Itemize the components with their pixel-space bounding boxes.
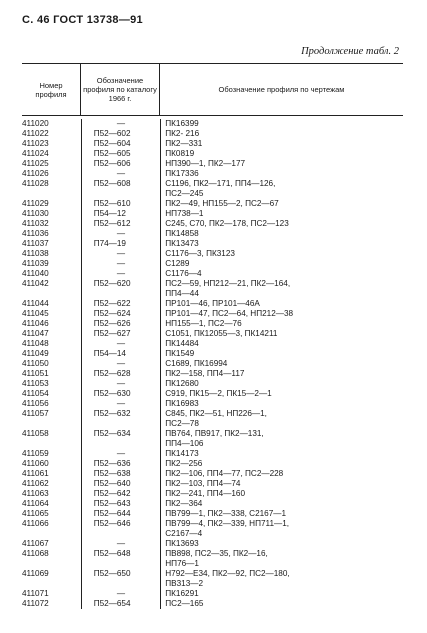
catalog-cell: П52—622 <box>93 299 131 308</box>
drawing-designation-cell: ПК2—49, НП155—2, ПС2—67 <box>165 199 279 208</box>
profile-number-cell-continued <box>22 189 81 199</box>
profile-number-cell-continued <box>22 419 81 429</box>
catalog-cell: — <box>116 339 126 348</box>
column-profile-number <box>22 119 82 609</box>
drawing-designation-cell: С245, С70, ПК2—178, ПС2—123 <box>165 219 289 228</box>
profile-table <box>22 63 403 609</box>
drawing-designation-cell: ПК13473 <box>165 239 199 248</box>
drawing-designation-cell: ПК2—256 <box>165 459 203 468</box>
table-body <box>22 116 403 609</box>
drawing-designation-cell: ПК16983 <box>165 399 199 408</box>
profile-number-cell: 411045 <box>22 309 49 318</box>
catalog-cell: П52—630 <box>93 389 131 398</box>
catalog-cell: — <box>116 229 126 238</box>
catalog-cell: П52—654 <box>93 599 131 608</box>
catalog-cell-continued <box>82 419 161 429</box>
profile-number-cell: 411068 <box>22 549 49 558</box>
profile-number-cell: 411032 <box>22 219 49 228</box>
drawing-designation-cell: ПК16291 <box>165 589 199 598</box>
catalog-cell-continued <box>82 189 161 199</box>
catalog-cell-continued <box>82 529 161 539</box>
drawing-designation-cell: НП155—1, ПС2—76 <box>165 319 242 328</box>
profile-number-cell: 411053 <box>22 379 49 388</box>
drawing-designation-cell: ПС2—165 <box>165 599 204 608</box>
drawing-designation-cell: ПК0819 <box>165 149 195 158</box>
catalog-cell: П52—638 <box>93 469 131 478</box>
profile-number-cell: 411039 <box>22 259 49 268</box>
profile-number-cell: 411022 <box>22 129 49 138</box>
profile-number-cell: 411042 <box>22 279 49 288</box>
catalog-cell-continued <box>82 559 161 569</box>
profile-number-cell: 411050 <box>22 359 49 368</box>
profile-number-cell: 411060 <box>22 459 49 468</box>
catalog-cell: П52—620 <box>93 279 131 288</box>
catalog-cell-continued <box>82 439 161 449</box>
catalog-cell: П52—650 <box>93 569 131 578</box>
page-header: С. 46 ГОСТ 13738—91 <box>22 14 143 26</box>
drawing-designation-cell: ПК12680 <box>165 379 199 388</box>
profile-number-cell: 411057 <box>22 409 49 418</box>
catalog-cell: — <box>116 449 126 458</box>
profile-number-cell: 411047 <box>22 329 49 338</box>
drawing-designation-cell: ПП4—106 <box>165 439 204 448</box>
profile-number-cell: 411023 <box>22 139 49 148</box>
catalog-cell: — <box>116 249 126 258</box>
catalog-cell: — <box>116 399 126 408</box>
profile-number-cell-continued <box>22 579 81 589</box>
column-drawing-designation <box>161 119 403 609</box>
drawing-designation-cell: С1176—4 <box>165 269 202 278</box>
profile-number-cell: 411054 <box>22 389 49 398</box>
profile-number-cell: 411038 <box>22 249 49 258</box>
profile-number-cell: 411030 <box>22 209 49 218</box>
catalog-cell-continued <box>82 289 161 299</box>
drawing-designation-cell: ПК2- 216 <box>165 129 200 138</box>
catalog-cell: — <box>116 269 126 278</box>
drawing-designation-cell: ПК2—364 <box>165 499 203 508</box>
profile-number-cell: 411071 <box>22 589 49 598</box>
profile-number-cell: 411051 <box>22 369 49 378</box>
profile-number-cell: 411025 <box>22 159 49 168</box>
drawing-designation-cell: ПК2—158, ПП4—117 <box>165 369 245 378</box>
catalog-cell: П52—632 <box>93 409 131 418</box>
profile-number-cell: 411049 <box>22 349 49 358</box>
catalog-cell: П52—624 <box>93 309 131 318</box>
catalog-cell: П52—605 <box>93 149 131 158</box>
header-catalog-1966: Обозначение профиля по каталогу 1966 г. <box>81 64 160 115</box>
drawing-designation-cell: С1689, ПК16994 <box>165 359 228 368</box>
drawing-designation-cell: НП76—1 <box>165 559 199 568</box>
profile-number-cell: 411020 <box>22 119 49 128</box>
drawing-designation-cell: ПР101—47, ПС2—64, НП212—38 <box>165 309 294 318</box>
drawing-designation-cell: НП390—1, ПК2—177 <box>165 159 246 168</box>
profile-number-cell: 411059 <box>22 449 49 458</box>
catalog-cell: — <box>116 359 126 368</box>
catalog-cell: П52—627 <box>93 329 131 338</box>
profile-number-cell: 411069 <box>22 569 49 578</box>
profile-number-cell: 411028 <box>22 179 49 188</box>
profile-number-cell: 411072 <box>22 599 49 608</box>
profile-number-cell: 411067 <box>22 539 49 548</box>
catalog-cell: — <box>116 169 126 178</box>
drawing-designation-cell: С1289 <box>165 259 190 268</box>
drawing-designation-cell: ПВ313—2 <box>165 579 204 588</box>
drawing-designation-cell: ПК2—331 <box>165 139 203 148</box>
column-catalog-1966 <box>82 119 162 609</box>
catalog-cell: — <box>116 259 126 268</box>
profile-number-cell: 411029 <box>22 199 49 208</box>
table-continuation-label: Продолжение табл. 2 <box>301 46 399 57</box>
profile-number-cell: 411065 <box>22 509 49 518</box>
profile-number-cell-continued <box>22 559 81 569</box>
profile-number-cell-continued <box>22 529 81 539</box>
profile-number-cell: 411046 <box>22 319 49 328</box>
profile-number-cell: 411062 <box>22 479 49 488</box>
table-header <box>22 63 403 116</box>
profile-number-cell: 411063 <box>22 489 49 498</box>
catalog-cell: П52—642 <box>93 489 131 498</box>
catalog-cell: П52—634 <box>93 429 131 438</box>
drawing-designation-cell: ПК1549 <box>165 349 195 358</box>
profile-number-cell: 411066 <box>22 519 49 528</box>
profile-number-cell: 411064 <box>22 499 49 508</box>
profile-number-cell: 411048 <box>22 339 49 348</box>
catalog-cell: П52—602 <box>93 129 131 138</box>
catalog-cell: — <box>116 589 126 598</box>
catalog-cell: П52—636 <box>93 459 131 468</box>
catalog-cell: П52—610 <box>93 199 131 208</box>
header-drawing-designation: Обозначение профиля по чертежам <box>218 85 345 94</box>
catalog-cell: — <box>116 539 126 548</box>
profile-number-cell: 411058 <box>22 429 49 438</box>
catalog-cell: П52—644 <box>93 509 131 518</box>
drawing-designation-cell: ПК2—106, ПП4—77, ПС2—228 <box>165 469 284 478</box>
drawing-designation-cell: ПК13693 <box>165 539 199 548</box>
catalog-cell: — <box>116 379 126 388</box>
header-profile-number: Номер профиля <box>22 64 81 115</box>
drawing-designation-cell: С845, ПК2—51, НП226—1, <box>165 409 267 418</box>
catalog-cell: П52—626 <box>93 319 131 328</box>
drawing-designation-cell: ПС2—245 <box>165 189 204 198</box>
profile-number-cell-continued <box>22 289 81 299</box>
catalog-cell: П54—12 <box>93 209 126 218</box>
profile-number-cell: 411044 <box>22 299 49 308</box>
drawing-designation-cell: НП738—1 <box>165 209 204 218</box>
catalog-cell: П52—646 <box>93 519 131 528</box>
drawing-designation-cell: С1051, ПК12055—3, ПК14211 <box>165 329 278 338</box>
catalog-cell: П52—606 <box>93 159 131 168</box>
drawing-designation-cell: С1176—3, ПК3123 <box>165 249 235 258</box>
drawing-designation-cell: ПК14484 <box>165 339 199 348</box>
drawing-designation-cell: ПК17336 <box>165 169 199 178</box>
profile-number-cell: 411056 <box>22 399 49 408</box>
catalog-cell: — <box>116 119 126 128</box>
catalog-cell: П52—612 <box>93 219 131 228</box>
catalog-cell: П52—628 <box>93 369 131 378</box>
profile-number-cell: 411036 <box>22 229 49 238</box>
drawing-designation-cell: ПВ764, ПВ917, ПК2—131, <box>165 429 264 438</box>
catalog-cell: П52—648 <box>93 549 131 558</box>
profile-number-cell-continued <box>22 439 81 449</box>
catalog-cell-continued <box>82 579 161 589</box>
profile-number-cell: 411040 <box>22 269 49 278</box>
profile-number-cell: 411037 <box>22 239 49 248</box>
drawing-designation-cell: ПВ799—4, ПК2—339, НП711—1, <box>165 519 290 528</box>
drawing-designation-cell: ПК2—241, ПП4—160 <box>165 489 246 498</box>
drawing-designation-cell: ПК16399 <box>165 119 199 128</box>
drawing-designation-cell: С1196, ПК2—171, ПП4—126, <box>165 179 276 188</box>
drawing-designation-cell: ПС2—78 <box>165 419 199 428</box>
drawing-designation-cell: ПР101—46, ПР101—46А <box>165 299 260 308</box>
profile-number-cell: 411024 <box>22 149 49 158</box>
drawing-designation-cell: С919, ПК15—2, ПК15—2—1 <box>165 389 272 398</box>
catalog-cell: П52—643 <box>93 499 131 508</box>
profile-number-cell: 411061 <box>22 469 49 478</box>
drawing-designation-cell: С2167—4 <box>165 529 203 538</box>
drawing-designation-cell: ПС2—59, НП212—21, ПК2—164, <box>165 279 291 288</box>
catalog-cell: П52—640 <box>93 479 131 488</box>
drawing-designation-cell: ПК14858 <box>165 229 199 238</box>
drawing-designation-cell: ПВ898, ПС2—35, ПК2—16, <box>165 549 268 558</box>
catalog-cell: П52—608 <box>93 179 131 188</box>
drawing-designation-cell: Н792—Е34, ПК2—92, ПС2—180, <box>165 569 290 578</box>
catalog-cell: П54—14 <box>93 349 126 358</box>
catalog-cell: П74—19 <box>93 239 126 248</box>
catalog-cell: П52—604 <box>93 139 131 148</box>
profile-number-cell: 411026 <box>22 169 49 178</box>
drawing-designation-cell: ПК14173 <box>165 449 199 458</box>
drawing-designation-cell: ПК2—103, ПП4—74 <box>165 479 241 488</box>
drawing-designation-cell: ПВ799—1, ПК2—338, С2167—1 <box>165 509 287 518</box>
drawing-designation-cell: ПП4—44 <box>165 289 199 298</box>
